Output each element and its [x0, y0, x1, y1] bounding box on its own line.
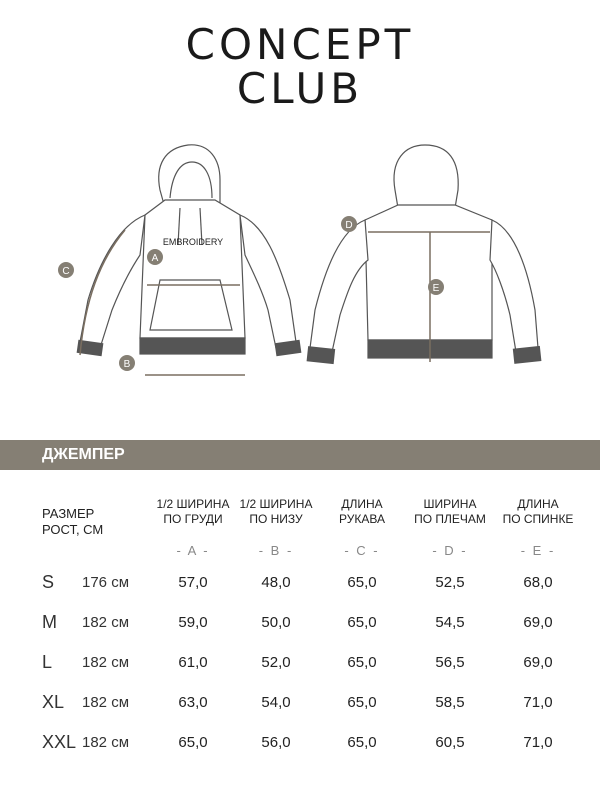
- table-cell: 63,0: [178, 694, 208, 711]
- table-cell: 69,0: [523, 654, 553, 671]
- column-letter-b: - B -: [258, 543, 294, 558]
- row-height: 182 см: [82, 694, 130, 711]
- embroidery-label: EMBROIDERY: [162, 237, 224, 247]
- row-header: [42, 506, 103, 538]
- column-header-c: [322, 497, 402, 527]
- hoodie-diagram: [0, 120, 600, 400]
- marker-a-label: A: [151, 253, 159, 264]
- row-size: L: [42, 652, 53, 672]
- section-band: [0, 440, 600, 470]
- table-cell: 65,0: [347, 654, 377, 671]
- table-cell: 65,0: [347, 614, 377, 631]
- table-cell: 58,5: [435, 694, 465, 711]
- column-header-e: [496, 497, 580, 527]
- column-header-d: [408, 497, 492, 527]
- column-letter-c: - C -: [344, 543, 380, 558]
- column-header-a-line1: 1/2 ШИРИНА: [156, 497, 230, 511]
- marker-c-label: C: [62, 266, 70, 277]
- row-height: 176 см: [82, 574, 130, 591]
- table-cell: 52,5: [435, 574, 465, 591]
- row-size: XL: [42, 692, 65, 712]
- table-cell: 52,0: [261, 654, 291, 671]
- column-header-d-line2: ПО ПЛЕЧАМ: [414, 512, 486, 526]
- table-cell: 60,5: [435, 734, 465, 751]
- table-cell: 65,0: [347, 734, 377, 751]
- table-cell: 71,0: [523, 694, 553, 711]
- table-cell: 59,0: [178, 614, 208, 631]
- marker-d-label: D: [345, 220, 353, 231]
- row-height: 182 см: [82, 734, 130, 751]
- column-header-d-line1: ШИРИНА: [423, 497, 477, 511]
- hoodie-back-drawing: [307, 145, 541, 363]
- marker-e-label: E: [432, 283, 440, 294]
- column-header-c-line2: РУКАВА: [339, 512, 385, 526]
- row-height: 182 см: [82, 654, 130, 671]
- column-header-a-line2: ПО ГРУДИ: [163, 512, 223, 526]
- table-cell: 65,0: [347, 574, 377, 591]
- column-header-c-line1: ДЛИНА: [341, 497, 383, 511]
- table-cell: 68,0: [523, 574, 553, 591]
- column-header-a: [153, 497, 233, 527]
- brand-logo-line2: CLUB: [236, 64, 364, 113]
- row-height: 182 см: [82, 614, 130, 631]
- row-size: XXL: [42, 732, 77, 752]
- column-letter-e: - E -: [520, 543, 556, 558]
- marker-b-label: B: [123, 359, 131, 370]
- table-cell: 54,0: [261, 694, 291, 711]
- row-header-height: РОСТ, СМ: [42, 522, 104, 537]
- column-letter-a: - A -: [176, 543, 210, 558]
- table-cell: 65,0: [178, 734, 208, 751]
- row-size: S: [42, 572, 55, 592]
- section-title: ДЖЕМПЕР: [42, 446, 125, 463]
- column-header-b-line2: ПО НИЗУ: [249, 512, 303, 526]
- table-cell: 69,0: [523, 614, 553, 631]
- column-letter-d: - D -: [432, 543, 468, 558]
- table-cell: 50,0: [261, 614, 291, 631]
- table-cell: 56,5: [435, 654, 465, 671]
- column-header-e-line1: ДЛИНА: [517, 497, 559, 511]
- table-cell: 57,0: [178, 574, 208, 591]
- table-cell: 54,5: [435, 614, 465, 631]
- table-cell: 56,0: [261, 734, 291, 751]
- table-cell: 61,0: [178, 654, 208, 671]
- column-header-e-line2: ПО СПИНКЕ: [502, 512, 574, 526]
- table-cell: 71,0: [523, 734, 553, 751]
- column-header-b: [236, 497, 316, 527]
- column-header-b-line1: 1/2 ШИРИНА: [239, 497, 313, 511]
- table-cell: 48,0: [261, 574, 291, 591]
- row-size: M: [42, 612, 57, 632]
- brand-logo-line1: CONCEPT: [185, 20, 415, 69]
- table-cell: 65,0: [347, 694, 377, 711]
- row-header-size: РАЗМЕР: [42, 506, 95, 521]
